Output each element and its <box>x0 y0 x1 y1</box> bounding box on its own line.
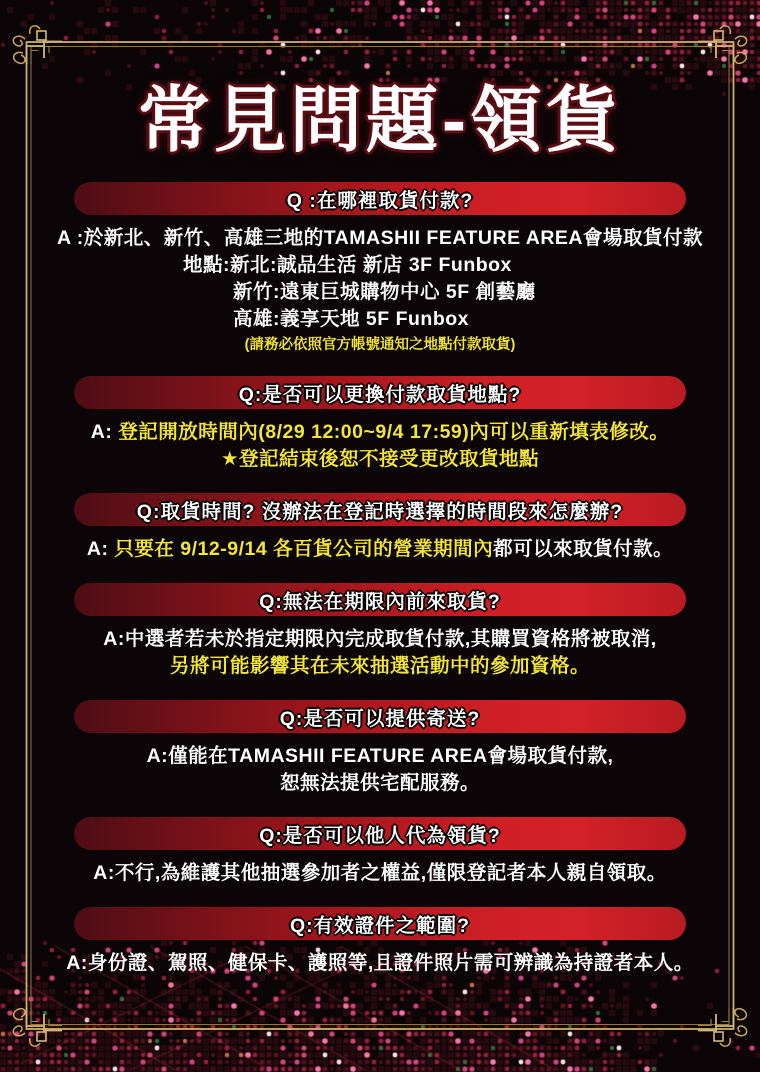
answer-segment: A:中選者若未於指定期限內完成取貨付款,其購買資格將被取消, <box>103 628 657 650</box>
question-text: Q:是否可以更換付款取貨地點? <box>238 383 522 406</box>
question-text: Q:是否可以他人代為領貨? <box>259 824 501 847</box>
answer-block <box>0 419 760 473</box>
answer-line <box>0 743 760 770</box>
question-text: Q:取貨時間? 沒辦法在登記時選擇的時間段來怎麼辦? <box>136 500 624 523</box>
answer-segment: 另將可能影響其在未來抽選活動中的參加資格。 <box>169 655 590 677</box>
answer-segment: 只要在 9/12-9/14 各百貨公司的營業期間內 <box>114 538 494 560</box>
answer-line <box>0 950 760 977</box>
faq-item-7 <box>0 907 760 977</box>
question-text: Q:有效證件之範圍? <box>289 914 471 937</box>
answer-segment: 都可以來取貨付款。 <box>493 538 674 560</box>
answer-segment: A:身份證、駕照、健保卡、護照等,且證件照片需可辨識為持證者本人。 <box>66 952 694 974</box>
answer-segment: 登記開放時間內(8/29 12:00~9/4 17:59)內可以重新填表修改。 <box>118 421 670 443</box>
answer-line <box>0 860 760 887</box>
answer-line <box>0 419 760 446</box>
faq-item-6 <box>0 817 760 887</box>
answer-segment: ★登記結束後恕不接受更改取貨地點 <box>221 448 539 470</box>
answer-segment: A: <box>90 421 119 443</box>
answer-block <box>0 225 760 356</box>
answer-line <box>0 333 760 356</box>
question-banner <box>74 376 686 409</box>
answer-line <box>0 225 760 252</box>
answer-line <box>0 306 760 333</box>
faq-item-1 <box>0 182 760 356</box>
question-banner <box>74 817 686 850</box>
answer-segment: 地點:新北:誠品生活 新店 3F Funbox <box>183 254 512 276</box>
question-banner <box>74 907 686 940</box>
answer-segment: A: <box>86 538 115 560</box>
answer-line <box>0 252 760 279</box>
answer-segment: A:不行,為維護其他抽選參加者之權益,僅限登記者本人親自領取。 <box>93 862 667 884</box>
question-text: Q:是否可以提供寄送? <box>279 707 481 730</box>
faq-item-4 <box>0 583 760 680</box>
answer-segment: A:僅能在TAMASHII FEATURE AREA會場取貨付款, <box>146 745 614 767</box>
question-text: Q :在哪裡取貨付款? <box>286 189 474 212</box>
question-text: Q:無法在期限內前來取貨? <box>259 590 501 613</box>
answer-segment: A :於新北、新竹、高雄三地的TAMASHII FEATURE AREA會場取貨付款 <box>56 227 704 249</box>
faq-list <box>0 182 760 977</box>
faq-item-2 <box>0 376 760 473</box>
answer-block <box>0 536 760 563</box>
answer-line <box>0 653 760 680</box>
faq-item-5 <box>0 700 760 797</box>
answer-segment: (請務必依照官方帳號通知之地點付款取貨) <box>244 337 516 353</box>
answer-block <box>0 860 760 887</box>
answer-block <box>0 950 760 977</box>
answer-line <box>0 536 760 563</box>
question-banner <box>74 583 686 616</box>
answer-segment: 高雄:義享天地 5F Funbox <box>233 308 469 330</box>
answer-line <box>0 279 760 306</box>
answer-line <box>0 626 760 653</box>
answer-segment: 恕無法提供宅配服務。 <box>279 772 480 794</box>
faq-item-3 <box>0 493 760 563</box>
answer-line <box>0 770 760 797</box>
answer-block <box>0 743 760 797</box>
answer-block <box>0 626 760 680</box>
answer-segment: 新竹:遠東巨城購物中心 5F 創藝廳 <box>233 281 536 303</box>
question-banner <box>74 182 686 215</box>
question-banner <box>74 493 686 526</box>
question-banner <box>74 700 686 733</box>
answer-line <box>0 446 760 473</box>
page-title: 常見問題-領貨 <box>138 81 622 161</box>
